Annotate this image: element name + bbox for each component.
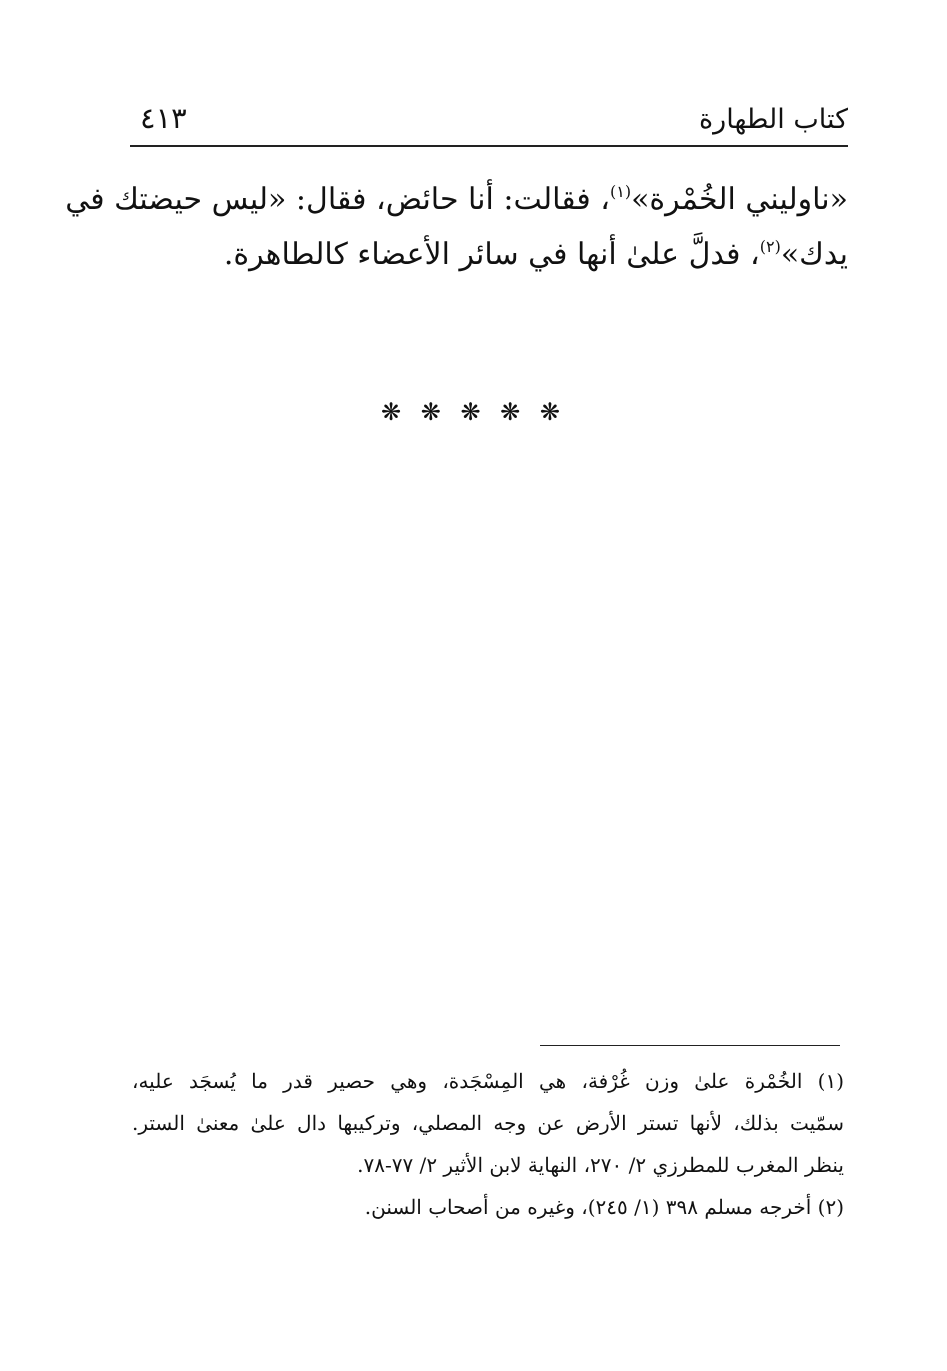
footnote-reference: (١) <box>609 182 632 201</box>
footnote-line: (١) الخُمْرة علىٰ وزن غُرْفة، هي المِسْجَدة، وهي حصير قدر ما يُسجَد عليه، <box>132 1069 844 1093</box>
main-text-segment: ، فدلَّ علىٰ أنها في سائر الأعضاء كالطاهرة. <box>223 237 760 272</box>
footnote-reference: (٢) <box>759 237 781 256</box>
footnotes <box>132 1060 844 1228</box>
main-text-segment: يدك» <box>780 237 848 272</box>
footnote-line: (٢) أخرجه مسلم ٣٩٨ (١/ ٢٤٥)، وغيره من أصحاب السنن. <box>364 1195 844 1219</box>
main-text <box>65 172 848 282</box>
running-header <box>130 96 848 146</box>
header-divider <box>130 145 848 147</box>
main-text-segment: «ناوليني الخُمْرة» <box>631 182 848 217</box>
main-text-line <box>132 227 848 282</box>
main-text-segment: ، فقالت: أنا حائض، فقال: «ليس حيضتك في <box>65 182 610 217</box>
footnote-divider <box>540 1045 840 1046</box>
main-text-line <box>65 172 848 227</box>
section-separator: ❋ ❋ ❋ ❋ ❋ <box>380 398 567 426</box>
page-number: ٤١٣ <box>140 101 187 135</box>
chapter-title: كتاب الطهارة <box>699 104 848 135</box>
footnote-line: ينظر المغرب للمطرزي ٢/ ٢٧٠، النهاية لابن الأثير ٢/ ٧٧-٧٨. <box>357 1153 844 1177</box>
footnote-line: سمّيت بذلك، لأنها تستر الأرض عن وجه المصلي، وتركيبها دال علىٰ معنىٰ الستر. <box>132 1111 844 1135</box>
